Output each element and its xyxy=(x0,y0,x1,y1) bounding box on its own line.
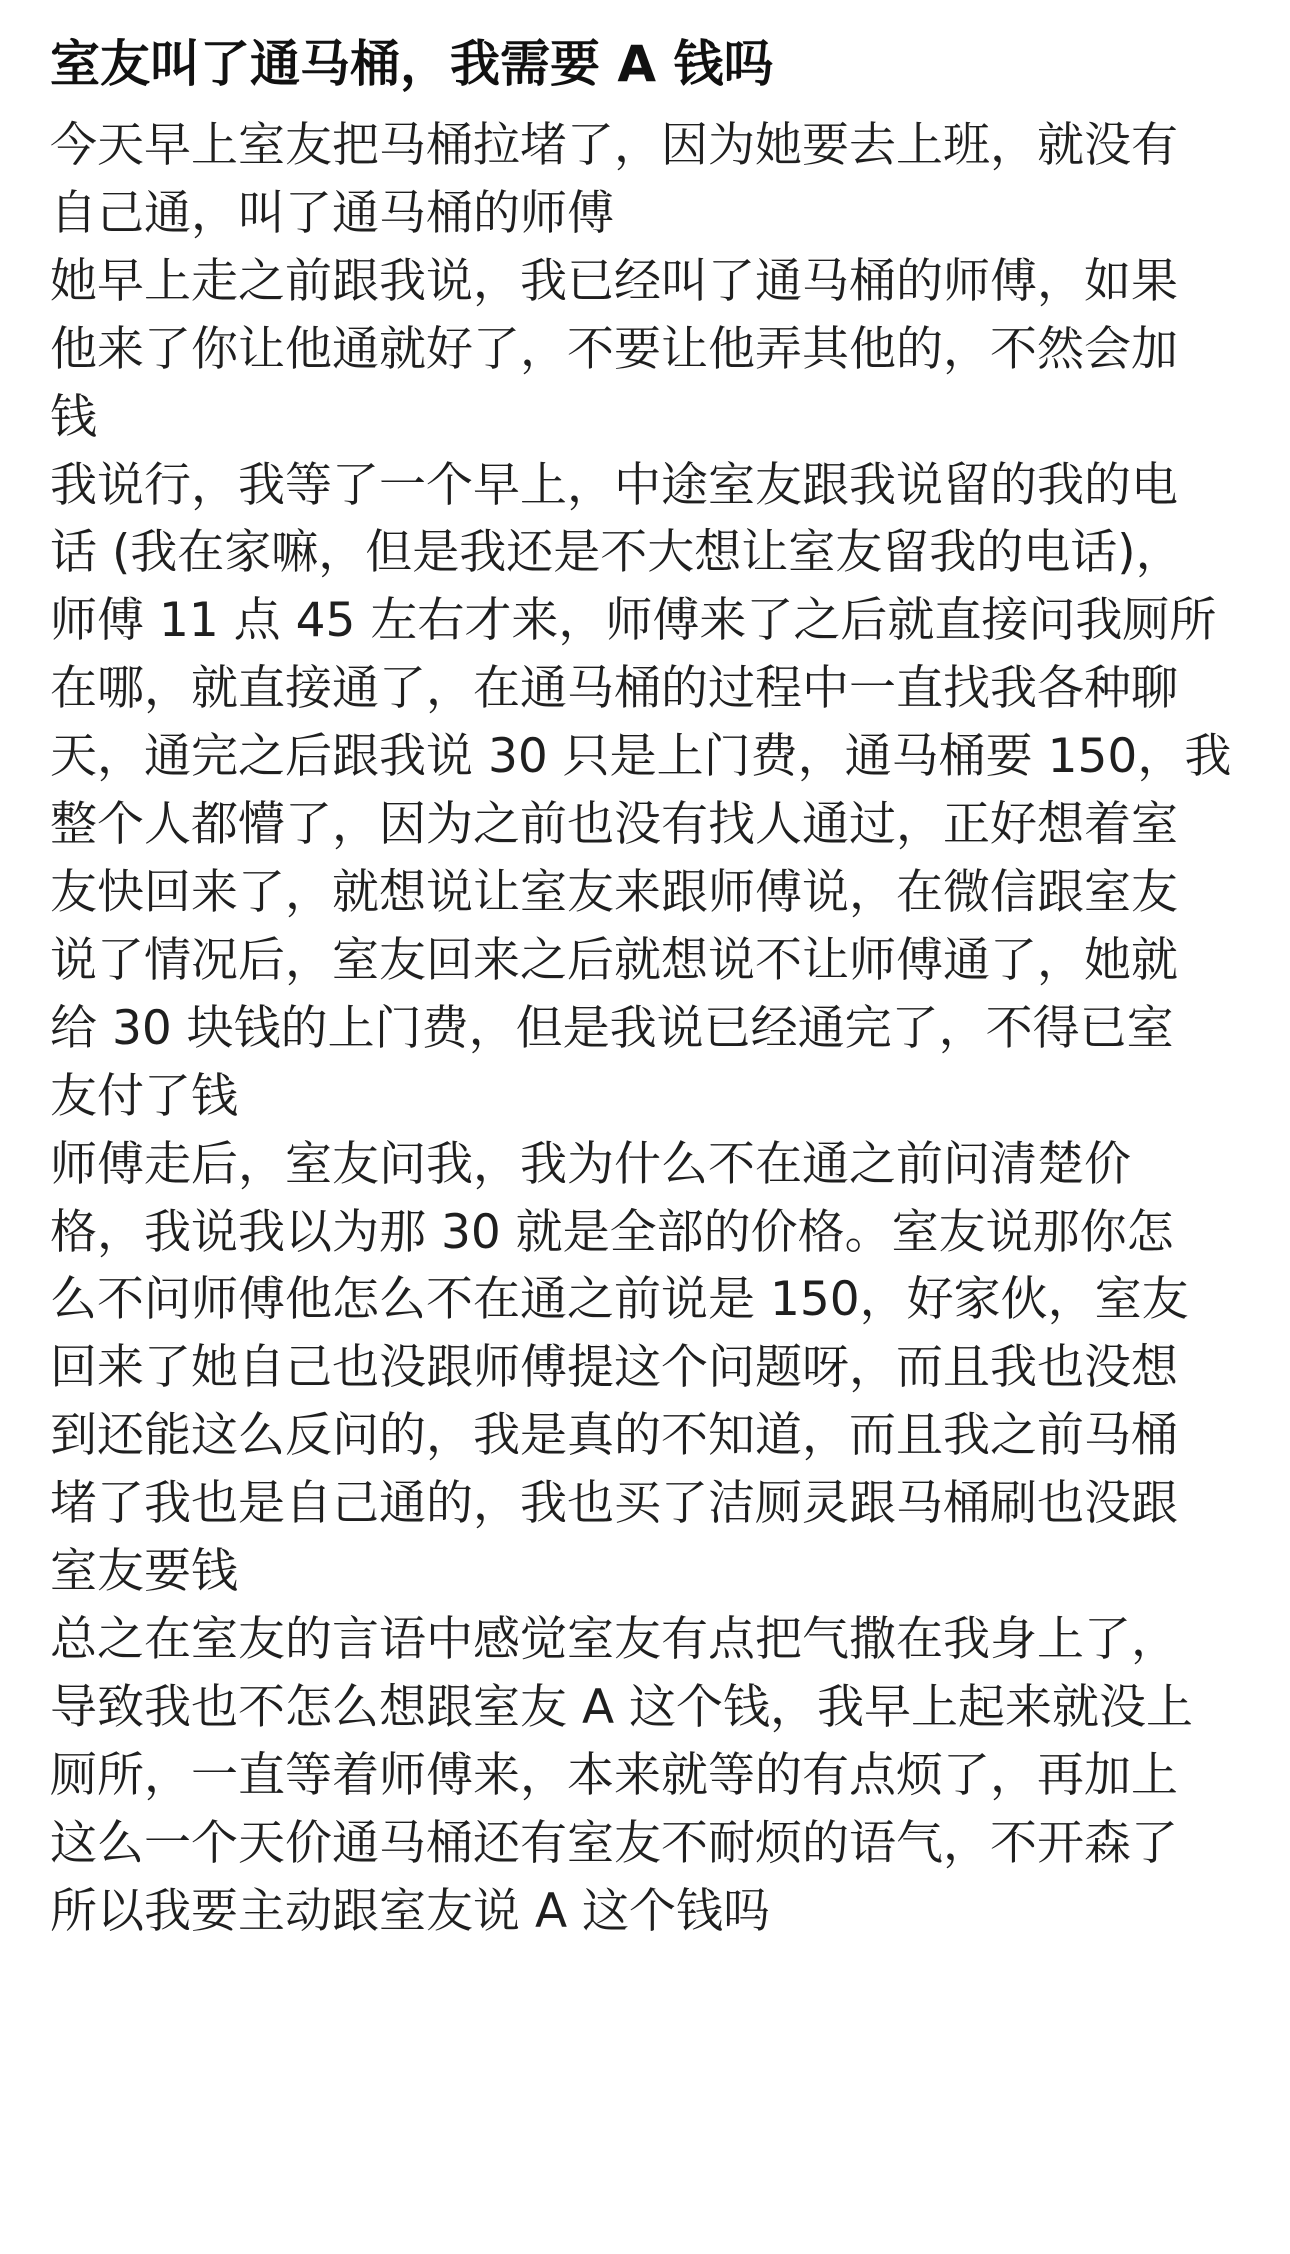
post-line: 所以我要主动跟室友说 A 这个钱吗 xyxy=(50,1883,771,1939)
post-line: 厕所，一直等着师傅来，本来就等的有点烦了，再加上 xyxy=(50,1747,1178,1803)
post-line: 到还能这么反问的，我是真的不知道，而且我之前马桶 xyxy=(50,1408,1178,1464)
post-line: 在哪，就直接通了，在通马桶的过程中一直找我各种聊 xyxy=(50,661,1178,717)
post-line: 总之在室友的言语中感觉室友有点把气撒在我身上了， xyxy=(50,1611,1178,1667)
post-line: 这么一个天价通马桶还有室友不耐烦的语气，不开森了 xyxy=(50,1815,1178,1871)
post-line: 他来了你让他通就好了，不要让他弄其他的，不然会加 xyxy=(50,321,1178,377)
post-line: 钱 xyxy=(50,389,97,445)
post-line: 友快回来了，就想说让室友来跟师傅说，在微信跟室友 xyxy=(50,864,1178,920)
post-line: 我说行，我等了一个早上，中途室友跟我说留的我的电 xyxy=(50,457,1178,513)
post-line: 她早上走之前跟我说，我已经叫了通马桶的师傅，如果 xyxy=(50,253,1178,309)
post-line: 师傅 11 点 45 左右才来，师傅来了之后就直接问我厕所 xyxy=(50,593,1217,649)
post-line: 整个人都懵了，因为之前也没有找人通过，正好想着室 xyxy=(50,797,1178,853)
post-line: 说了情况后，室友回来之后就想说不让师傅通了，她就 xyxy=(50,932,1178,988)
post-title: 室友叫了通马桶，我需要 A 钱吗 xyxy=(50,35,774,93)
post-line: 师傅走后，室友问我，我为什么不在通之前问清楚价 xyxy=(50,1136,1131,1192)
post-line: 回来了她自己也没跟师傅提这个问题呀，而且我也没想 xyxy=(50,1340,1178,1396)
post-body xyxy=(50,112,1250,1945)
post-line: 堵了我也是自己通的，我也买了洁厕灵跟马桶刷也没跟 xyxy=(50,1476,1178,1532)
post-line: 么不问师傅他怎么不在通之前说是 150，好家伙，室友 xyxy=(50,1272,1189,1328)
post-line: 导致我也不怎么想跟室友 A 这个钱，我早上起来就没上 xyxy=(50,1679,1194,1735)
post-line: 格，我说我以为那 30 就是全部的价格。室友说那你怎 xyxy=(50,1204,1174,1260)
post-line: 给 30 块钱的上门费，但是我说已经通完了，不得已室 xyxy=(50,1000,1174,1056)
post-line: 天，通完之后跟我说 30 只是上门费，通马桶要 150，我 xyxy=(50,729,1232,785)
post-line: 自己通，叫了通马桶的师傅 xyxy=(50,185,614,241)
post-line: 今天早上室友把马桶拉堵了，因为她要去上班，就没有 xyxy=(50,118,1178,173)
post-content xyxy=(50,28,1250,1945)
post-line: 话 (我在家嘛，但是我还是不大想让室友留我的电话)， xyxy=(50,525,1183,581)
post-line: 室友要钱 xyxy=(50,1544,238,1600)
post-line: 友付了钱 xyxy=(50,1068,238,1124)
